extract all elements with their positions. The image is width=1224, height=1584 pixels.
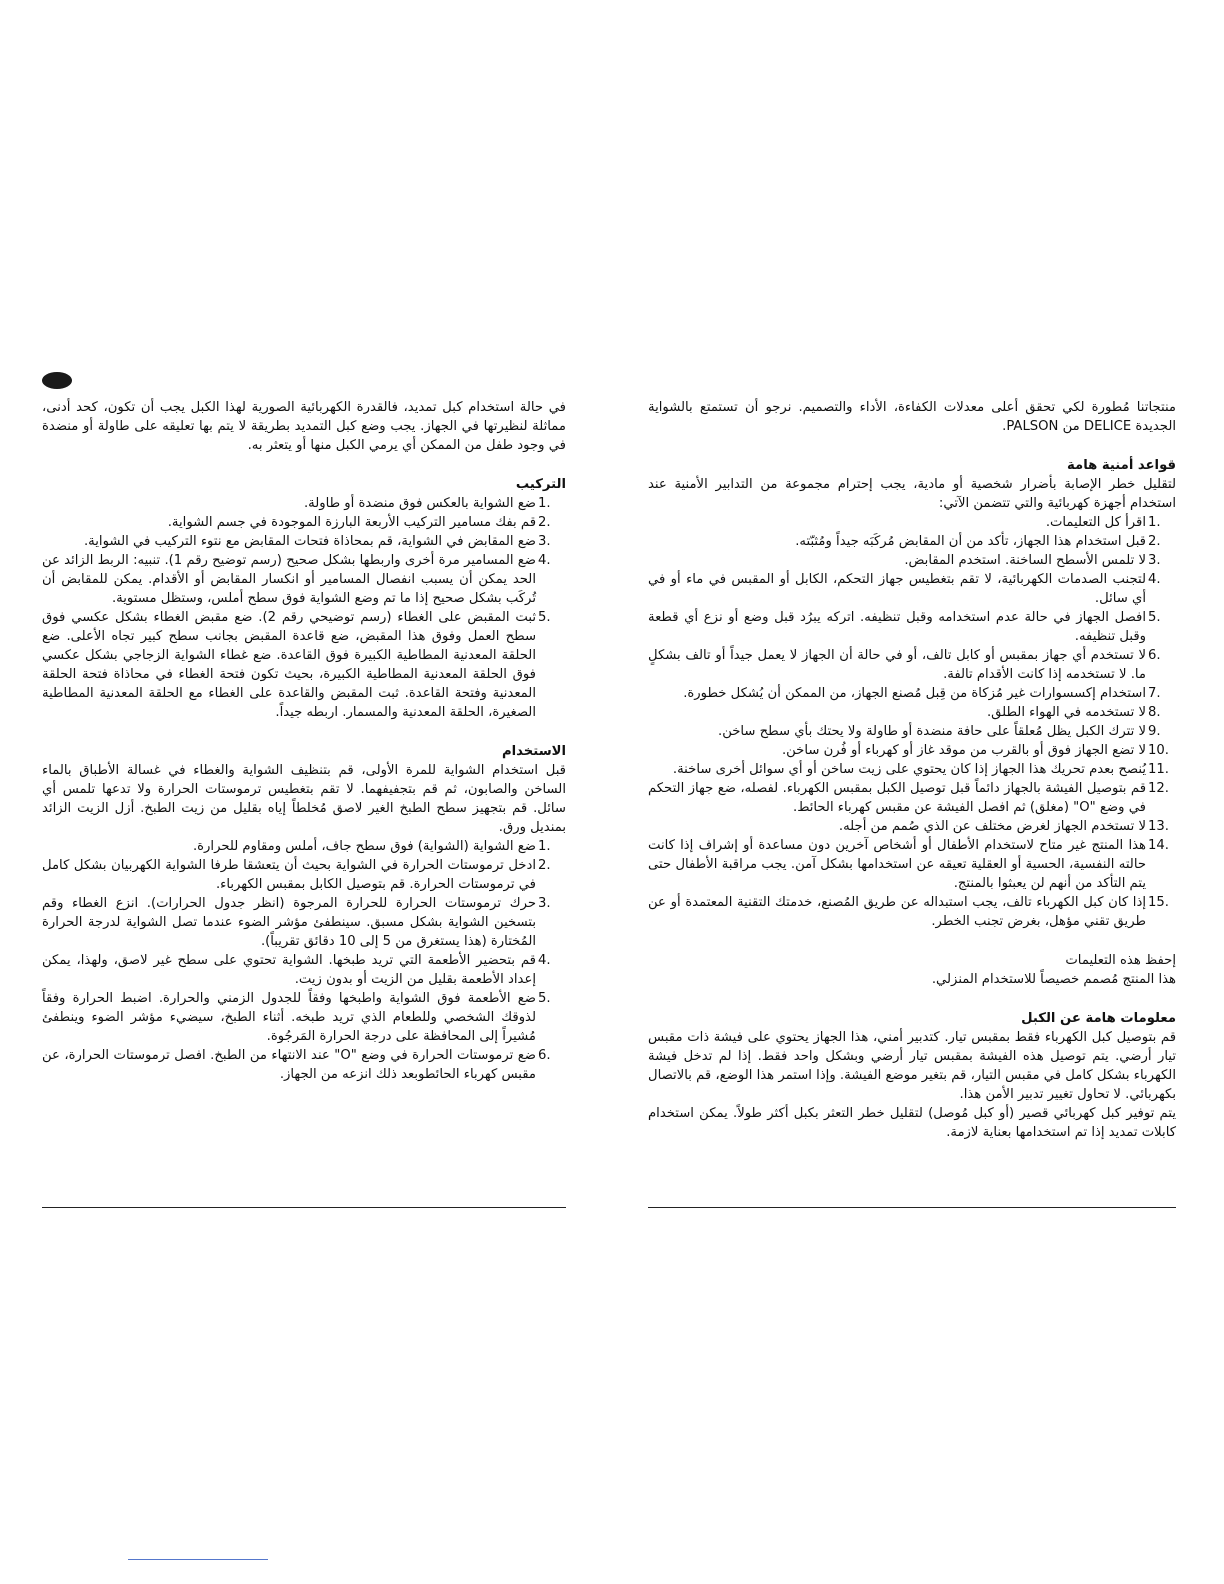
assembly-heading: التركيب xyxy=(515,477,566,492)
list-item: 4. قم بتحضير الأطعمة التي تريد طبخها. الشواية تحتوي على سطح غير لاصق، ولهذا، يمكن إعداد الأطعمة بقليل من الزيت أو بدون زيت. xyxy=(42,953,551,987)
extension-cord-paragraph: في حالة استخدام كبل تمديد، فالقدرة الكهربائية الصورية لهذا الكبل يجب أن تكون، كحد أدنى، مماثلة لنظيرتها في الجهاز. يجب وضع كبل التمديد بطريقة لا يتم بها تعليقه على طاولة أو منضدة في وجود طفل من الممكن أي يرمي الكبل منها أو يتعثر به. xyxy=(42,400,566,453)
footer-line xyxy=(128,1559,268,1560)
safety-list xyxy=(648,513,1176,931)
list-item: 3. لا تلمس الأسطح الساخنة. استخدم المقابض. xyxy=(904,553,1161,568)
assembly-list xyxy=(42,494,566,722)
left-column xyxy=(42,398,566,1084)
safety-intro: لتقليل خطر الإصابة بأضرار شخصية أو مادية، يجب إحترام مجموعة من التدابير الأمنية عند استخدام أجهزة كهربائية والتي تتضمن الآتي: xyxy=(648,477,1176,511)
right-column xyxy=(648,398,1176,1142)
list-item: 1. ضع الشواية بالعكس فوق منضدة أو طاولة. xyxy=(303,496,551,511)
list-item: 5. ثبت المقبض على الغطاء (رسم توضيحي رقم 2). ضع مقبض الغطاء بشكل عكسي فوق سطح العمل وفوق هذا المقبض، ضع قاعدة المقبض بجانب سطح كبير تجاه الأعلى. ضع الحلقة المعدنية المطاطية الكبيرة فوق القاعدة. ضع غطاء الشواية الزجاجي بشكل عكسي فوق الحلقة المعدنية المطاطية الكبيرة، بحيث تكون فتحة الغطاء في محاذاة فتحة الحلقة المعدنية وفتحة القاعدة. ثبت المقبض والقاعدة على الغطاء مع الحلقة المعدنية المطاطية الصغيرة، الحلقة المعدنية والمسمار. اربطه جيداً. xyxy=(42,610,551,720)
list-item: 6. لا تستخدم أي جهاز بمقبس أو كابل تالف، أو في حالة أن الجهاز لا يعمل جيداً أو تالف بشكلٍ ما. لا تستخدمه إذا كانت الأقدام تالفة. xyxy=(648,648,1161,682)
usage-list xyxy=(42,837,566,1084)
list-item: 1. ضع الشواية (الشواية) فوق سطح جاف، أملس ومقاوم للحرارة. xyxy=(192,839,551,854)
list-item: 10. لا تضع الجهاز فوق أو بالقرب من موقد غاز أو كهرباء أو فُرن ساخن. xyxy=(781,743,1169,758)
safety-heading: قواعد أمنية هامة xyxy=(1067,458,1176,473)
list-item: 5. افصل الجهاز في حالة عدم استخدامه وقبل تنظيفه. اتركه يبرُد قبل وضع أو نزع أي قطعة وقبل تنظيفه. xyxy=(648,610,1161,644)
list-item: 15. إذا كان كبل الكهرباء تالف، يجب استبداله عن طريق المُصنع، خدمتك التقنية المعتمدة أو عن طريق تقني مؤهل، بغرض تجنب الخطر. xyxy=(648,895,1169,929)
keep-instructions: إحفظ هذه التعليمات xyxy=(1065,953,1176,968)
list-item: 9. لا تترك الكبل يظل مُعلقاً على حافة منضدة أو طاولة ولا يحتك بأي سطح ساخن. xyxy=(718,724,1161,739)
list-item: 11. يُنصح بعدم تحريك هذا الجهاز إذا كان يحتوي على زيت ساخن أو أي سوائل أخرى ساخنة. xyxy=(672,762,1169,777)
usage-heading: الاستخدام xyxy=(502,744,566,759)
list-item: 8. لا تستخدمه في الهواء الطلق. xyxy=(986,705,1161,720)
list-item: 12. قم بتوصيل الفيشة بالجهاز دائماً قبل توصيل الكبل بمقبس الكهرباء. لفصله، ضع جهاز التحكم في وضع "O" (مغلق) ثم افصل الفيشة عن مقبس كهرباء الحائط. xyxy=(648,781,1169,815)
cable-paragraph-1: قم بتوصيل كبل الكهرباء فقط بمقبس تيار. كتدبير أمني، هذا الجهاز يحتوي على فيشة ذات مقبس تيار أرضي. يتم توصيل هذه الفيشة بمقبس تيار أرضي وبشكل واحد فقط. إذا لم تدخل فيشة الكهرباء بشكل كامل في مقبس التيار، قم بتغير موضع الفيشة. وإذا استمر هذا الوضع، قم بالاتصال بكهربائي. لا تحاول تغيير تدبير الأمن هذا. xyxy=(648,1030,1176,1102)
list-item: 4. لتجنب الصدمات الكهربائية، لا تقم بتغطيس جهاز التحكم، الكابل أو المقبس في ماء أو في أي سائل. xyxy=(648,572,1161,606)
list-item: 13. لا تستخدم الجهاز لغرض مختلف عن الذي صُمم من أجله. xyxy=(838,819,1169,834)
list-item: 2. قبل استخدام هذا الجهاز، تأكد من أن المقابض مُركَبَه جيداً ومُثبّته. xyxy=(795,534,1161,549)
list-item: 14. هذا المنتج غير متاح لاستخدام الأطفال أو أشخاص آخرين دون مساعدة أو إشراف إذا كانت حالته النفسية، الحسية أو العقلية تعيقه عن استخدامها بشكل آمن. يجب مراقبة الأطفال حتى يتم التأكد من أنهم لن يعبثوا بالمنتج. xyxy=(648,838,1169,891)
list-item: 4. ضع المسامير مرة أخرى واربطها بشكل صحيح (رسم توضيح رقم 1). تنبيه: الربط الزائد عن الحد يمكن أن يسبب انفصال المسامير أو انكسار المقابض أو الأقدام. يمكن للمقابض أن تُركَب بشكل صحيح إذا ما تم وضع الشواية فوق سطح أملس، وستظل مستوية. xyxy=(42,553,551,606)
language-badge xyxy=(42,372,72,389)
list-item: 3. ضع المقابض في الشواية، قم بمحاذاة فتحات المقابض مع نتوء التركيب في الشواية. xyxy=(83,534,551,549)
list-item: 3. حرك ترموستات الحرارة للحرارة المرجوة (انظر جدول الحرارات). انزع الغطاء وقم بتسخين الشواية بشكل مسبق. سينطفئ مؤشر الضوء عندما تصل الشواية لدرجة الحرارة المُختارة (هذا يستغرق من 5 إلى 10 دقائق تقريباً). xyxy=(42,896,551,949)
list-item: 6. ضع ترموستات الحرارة في وضع "O" عند الانتهاء من الطبخ. افصل ترموستات الحرارة، عن مقبس كهرباء الحائطوبعد ذلك انزعه من الجهاز. xyxy=(42,1048,551,1082)
intro-paragraph: منتجاتنا مُطورة لكي تحقق أعلى معدلات الكفاءة، الأداء والتصميم. نرجو أن تستمتع بالشواية الجديدة DELICE من PALSON. xyxy=(648,400,1176,434)
list-item: 1. اقرأ كل التعليمات. xyxy=(1045,515,1161,530)
list-item: 2. ادخل ترموستات الحرارة في الشواية بحيث أن يتعشقا طرفا الشواية الكهربيان بشكل كامل في ترموستات الحرارة. قم بتوصيل الكابل بمقبس الكهرباء. xyxy=(42,858,551,892)
household-use-note: هذا المنتج مُصمم خصيصاً للاستخدام المنزلي. xyxy=(931,972,1176,987)
list-item: 2. قم بفك مسامير التركيب الأربعة البارزة الموجودة في جسم الشواية. xyxy=(167,515,551,530)
left-column-divider xyxy=(42,1207,566,1208)
list-item: 5. ضع الأطعمة فوق الشواية واطبخها وفقاً للجدول الزمني والحرارة. اضبط الحرارة وفقاً لذوقك الشخصي وللطعام الذي تريد طبخه. أثناء الطبخ، سيضيء مؤشر الضوء وينطفئ مُشيراً إلى المحافظة على درجة الحرارة المَرجُوة. xyxy=(42,991,551,1044)
list-item: 7. استخدام إكسسوارات غير مُزكاة من قِبل مُصنع الجهاز، من الممكن أن يُشكل خطورة. xyxy=(683,686,1161,701)
right-column-divider xyxy=(648,1207,1176,1208)
usage-intro: قبل استخدام الشواية للمرة الأولى، قم بتنظيف الشواية والغطاء في غسالة الأطباق بالماء الساخن والصابون، ثم قم بتجفيفهما. لا تقم بتغطيس ترموستات الحرارة ولا تدعها تلمس أي سائل. قم بتجهيز سطح الطبخ الغير لاصق مُخلطاً إياه بقليل من زيت الطبخ. أزل الزيت الزائد بمنديل ورق. xyxy=(42,763,566,835)
cable-paragraph-2: يتم توفير كبل كهربائي قصير (أو كبل مُوصل) لتقليل خطر التعثر بكبل أكثر طولاً. يمكن استخدام كابلات تمديد إذا تم استخدامها بعناية لازمة. xyxy=(648,1106,1176,1140)
cable-heading: معلومات هامة عن الكبل xyxy=(1021,1011,1176,1026)
